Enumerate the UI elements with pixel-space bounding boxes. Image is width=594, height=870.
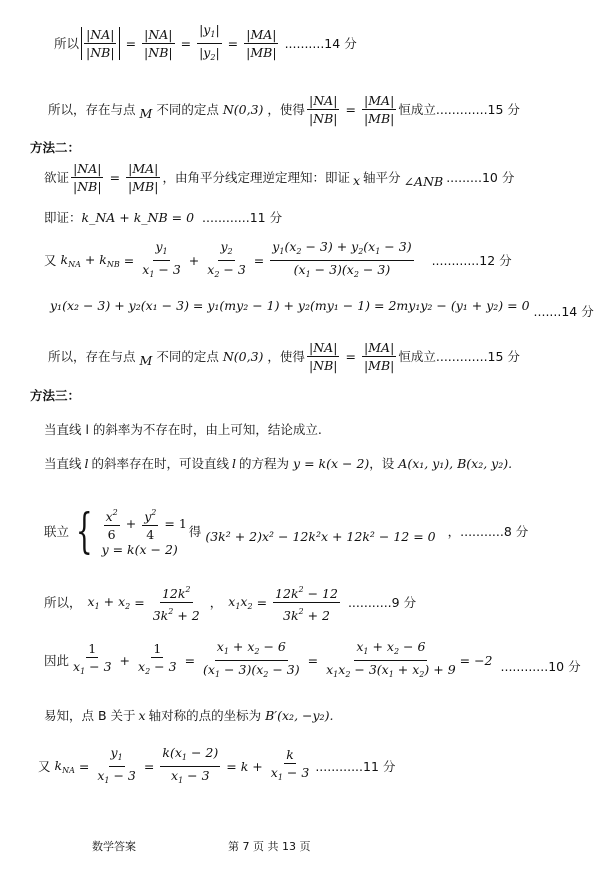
equation-system: $\frac{x^2}{6}$ + $\frac{y^2}{4}$ = 1 y = k(x − 2) bbox=[102, 505, 187, 557]
method-2-conclusion: 所以，存在与点 M 不同的定点 N(0,3) ，使得 $\frac{|NA|}{|NB|}$ = $\frac{|MA|}{|MB|}$ 恒成立.............15 分 bbox=[48, 339, 520, 373]
text: 所以， bbox=[44, 595, 82, 610]
text: ，设 bbox=[369, 456, 395, 471]
ratio-ma-mb: $\frac{|MA|}{|MB|}$ bbox=[128, 160, 159, 194]
score-15: 恒成立.............15 分 bbox=[398, 349, 520, 364]
text: 恒成立.............15 分 bbox=[398, 102, 520, 117]
ratio-na-nb: $\frac{|NA|}{|NB|}$ bbox=[73, 160, 102, 194]
quadratic-equation: (3k² + 2)x² − 12k²x + 12k² − 12 = 0 bbox=[205, 528, 436, 544]
ratio-na-nb: $\frac{|NA|}{|NB|}$ bbox=[81, 27, 120, 60]
point-m: M bbox=[139, 352, 153, 368]
method-3-case-1: 当直线 l 的斜率为不存在时，由上可知，结论成立. bbox=[44, 422, 322, 437]
line-equation: y = k(x − 2) bbox=[293, 455, 370, 471]
score-14: .......14 分 bbox=[533, 304, 594, 319]
method-2-slope-sum: 又 $k_{NA} + k_{NB}$ = $\frac{y_1}{x_1 - 3}$ + $\frac{y_2}{x_2 - 3}$ = $\frac{y_1(x_2 - 3) + y_2(x_1 - 3)}{(x_1 - 3)(x_2 - 3)}$ ............12 分 bbox=[44, 238, 512, 279]
score-12: ............12 分 bbox=[431, 253, 512, 268]
method-2-expand bbox=[50, 296, 594, 319]
text: 得 bbox=[188, 524, 202, 539]
text: ，使得 bbox=[267, 102, 305, 117]
text: 易知，点 B 关于 bbox=[44, 708, 136, 723]
point-n: N(0,3) bbox=[222, 348, 264, 364]
line-1-prefix: 所以 bbox=[54, 36, 80, 51]
text: 的方程为 bbox=[239, 456, 290, 471]
footer-left: 数学答案 bbox=[92, 840, 136, 853]
method-3-vieta: 所以， $x_1 + x_2$ = $\frac{12k^2}{3k^2 + 2}$ ， $x_1x_2$ = $\frac{12k^2 - 12}{3k^2 + 2}$ ...........9 分 bbox=[44, 578, 416, 626]
method-2-prove bbox=[44, 208, 282, 226]
score-14-a: ..........14 分 bbox=[284, 36, 357, 51]
text: 不同的定点 bbox=[156, 102, 219, 117]
method-2-proof: 欲证 $\frac{|NA|}{|NB|}$ = $\frac{|MA|}{|MB|}$ ，由角平分线定理逆定理知：即证 x 轴平分 ∠ANB .........10 分 bbox=[44, 160, 515, 194]
points-a-b: A(x₁, y₁), B(x₂, y₂). bbox=[398, 455, 513, 471]
ratio-na-nb-2: $\frac{|NA|}{|NB|}$ bbox=[144, 26, 173, 60]
result: = −2 bbox=[459, 652, 493, 668]
text: 所以，存在与点 bbox=[48, 349, 136, 364]
point-n: N(0,3) bbox=[222, 101, 264, 117]
ratio-ma-mb: $\frac{|MA|}{|MB|}$ bbox=[246, 26, 277, 60]
axis-x: x bbox=[352, 172, 361, 188]
ratio-na-nb: $\frac{|NA|}{|NB|}$ bbox=[308, 339, 338, 373]
point-m: M bbox=[139, 105, 153, 121]
text: 欲证 bbox=[44, 170, 70, 185]
method-3-title: 方法三： bbox=[30, 388, 81, 403]
text: 轴平分 bbox=[363, 170, 401, 185]
score-10: ............10 分 bbox=[500, 659, 581, 674]
point-b-prime: B′(x₂, −y₂). bbox=[265, 707, 334, 723]
ratio-na-nb: $\frac{|NA|}{|NB|}$ bbox=[308, 92, 338, 126]
line-2: 所以，存在与点 M 不同的定点 N(0,3) ，使得 $\frac{|NA|}{|NB|}$ = $\frac{|MA|}{|MB|}$ 恒成立.............15 分 bbox=[48, 92, 520, 126]
method-3-reflection bbox=[44, 706, 333, 724]
text: 所以，存在与点 bbox=[48, 102, 136, 117]
score-11: ............11 分 bbox=[315, 759, 396, 774]
text: 即证： bbox=[44, 210, 82, 225]
equation: y₁(x₂ − 3) + y₂(x₁ − 3) = y₁(my₂ − 1) + y₂(my₁ − 1) = 2my₁y₂ − (y₁ + y₂) = 0 bbox=[50, 297, 530, 313]
text: 又 bbox=[44, 253, 57, 268]
text: 的斜率存在时，可设直线 bbox=[91, 456, 230, 471]
text: 因此 bbox=[44, 653, 70, 668]
score-11: ............11 分 bbox=[202, 210, 283, 225]
angle-anb: ∠ANB bbox=[403, 173, 444, 189]
ratio-y1-y2: $\frac{|y_1|}{|y_2|}$ bbox=[199, 21, 220, 62]
method-3-case-2: 当直线 l 的斜率存在时，可设直线 l 的方程为 y = k(x − 2) ，设 A(x₁, y₁), B(x₂, y₂). bbox=[44, 455, 513, 471]
text: 联立 bbox=[44, 524, 70, 539]
method-2-title: 方法二： bbox=[30, 140, 81, 155]
text: ，由角平分线定理逆定理知：即证 bbox=[162, 170, 350, 185]
ratio-ma-mb: $\frac{|MA|}{|MB|}$ bbox=[363, 339, 395, 373]
text: 不同的定点 bbox=[156, 349, 219, 364]
axis-x: x bbox=[138, 707, 146, 723]
text: 轴对称的点的坐标为 bbox=[148, 708, 262, 723]
score-9: ...........9 分 bbox=[347, 595, 417, 610]
text: 又 bbox=[38, 759, 51, 774]
ratio-ma-mb: $\frac{|MA|}{|MB|}$ bbox=[363, 92, 395, 126]
text: 当直线 bbox=[44, 456, 82, 471]
method-3-slope: 又 $k_{NA}$ = $\frac{y_1}{x_1 - 3}$ = $\frac{k(x_1 - 2)}{x_1 - 3}$ = k + $\frac{k}{x_1 - 3}$ ............11 分 bbox=[38, 744, 396, 785]
method-3-combine: 联立 { $\frac{x^2}{6}$ + $\frac{y^2}{4}$ = 1 y = k(x − 2) 得 (3k² + 2)x² − 12k²x + 12k² − 12 = 0 ，...........8 分 bbox=[44, 503, 529, 559]
text: ，使得 bbox=[267, 349, 305, 364]
score-8: ，...........8 分 bbox=[447, 524, 529, 539]
method-3-hence: 因此 $\frac{1}{x_1 - 3}$ + $\frac{1}{x_2 - 3}$ = $\frac{x_1 + x_2 - 6}{(x_1 - 3)(x_2 - 3)}$ = $\frac{x_1 + x_2 - 6}{x_1x_2 - 3(x_1 + x_2) + 9}$ = −2 ............10 分 bbox=[44, 638, 581, 679]
footer-page: 第 7 页 共 13 页 bbox=[228, 840, 311, 853]
line-1: 所以 $\frac{|NA|}{|NB|}$ = $\frac{|NA|}{|NB|}$ = $\frac{|y_1|}{|y_2|}$ = $\frac{|MA|}{|MB|}$ ..........14 分 bbox=[54, 20, 357, 66]
score-10: .........10 分 bbox=[446, 170, 515, 185]
equation: k_NA + k_NB = 0 bbox=[81, 209, 195, 225]
